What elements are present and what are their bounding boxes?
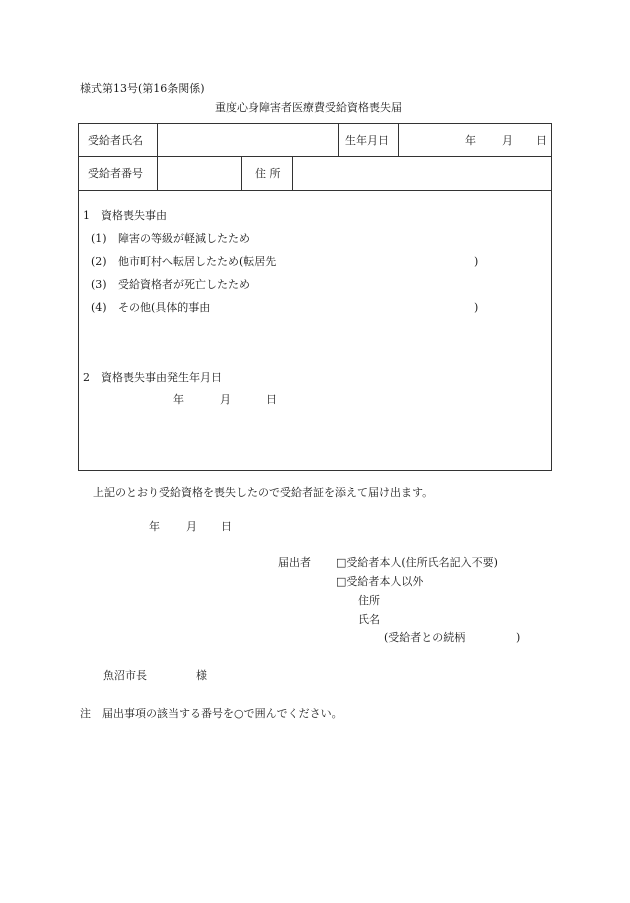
instruction-note: 注 届出事項の該当する番号を○で囲んでください。 — [80, 707, 343, 720]
submission-month: 月 — [186, 520, 197, 533]
loss-date-year: 年 — [173, 393, 184, 406]
birthdate-month: 月 — [502, 134, 513, 147]
relation-close-paren: ) — [516, 631, 521, 644]
reason-1-text: 障害の等級が軽減したため — [118, 232, 250, 245]
reason-4-number[interactable]: (4) — [91, 301, 107, 314]
reason-2-text: 他市町村へ転居したため(転居先 — [118, 255, 277, 268]
applicant-label: 届出者 — [278, 556, 311, 569]
birthdate-label: 生年月日 — [345, 134, 389, 147]
table-col-divider — [338, 123, 339, 156]
recipient-name-label: 受給者氏名 — [88, 134, 143, 147]
relation-label: (受給者との続柄 — [384, 631, 466, 644]
birthdate-year: 年 — [465, 134, 476, 147]
table-row-divider — [78, 156, 552, 157]
mayor-name: 魚沼市長 — [103, 669, 147, 682]
applicant-name-label: 氏名 — [358, 613, 380, 626]
mayor-honorific: 様 — [196, 669, 207, 682]
table-col-divider — [292, 156, 293, 190]
loss-date-month: 月 — [220, 393, 231, 406]
recipient-name-field[interactable] — [160, 125, 336, 154]
loss-date-heading: 2 資格喪失事由発生年月日 — [83, 371, 222, 384]
reason-2-close-paren: ) — [474, 255, 479, 268]
applicant-address-label: 住所 — [358, 594, 380, 607]
form-number: 様式第13号(第16条関係) — [80, 82, 205, 95]
birthdate-day: 日 — [536, 134, 547, 147]
reason-2-number[interactable]: (2) — [91, 255, 107, 268]
reason-1-number[interactable]: (1) — [91, 232, 107, 245]
applicant-self-checkbox[interactable]: □受給者本人(住所氏名記入不要) — [336, 556, 498, 569]
table-col-divider — [398, 123, 399, 156]
reason-4-close-paren: ) — [474, 301, 479, 314]
submission-year: 年 — [149, 520, 160, 533]
submission-day: 日 — [221, 520, 232, 533]
table-col-divider — [157, 156, 158, 190]
recipient-number-label: 受給者番号 — [88, 167, 143, 180]
table-row-divider — [78, 190, 552, 191]
reason-3-text: 受給資格者が死亡したため — [118, 278, 250, 291]
address-label: 住 所 — [255, 167, 281, 180]
address-field[interactable] — [295, 158, 550, 188]
loss-date-day: 日 — [266, 393, 277, 406]
reason-3-number[interactable]: (3) — [91, 278, 107, 291]
declaration-text: 上記のとおり受給資格を喪失したので受給者証を添えて届け出ます。 — [93, 486, 434, 499]
form-title: 重度心身障害者医療費受給資格喪失届 — [215, 101, 402, 114]
table-col-divider — [157, 123, 158, 156]
loss-reason-heading: 1 資格喪失事由 — [83, 209, 167, 222]
applicant-other-checkbox[interactable]: □受給者本人以外 — [336, 575, 424, 588]
reason-4-text: その他(具体的事由 — [118, 301, 211, 314]
table-col-divider — [241, 156, 242, 190]
recipient-number-field[interactable] — [160, 158, 239, 188]
